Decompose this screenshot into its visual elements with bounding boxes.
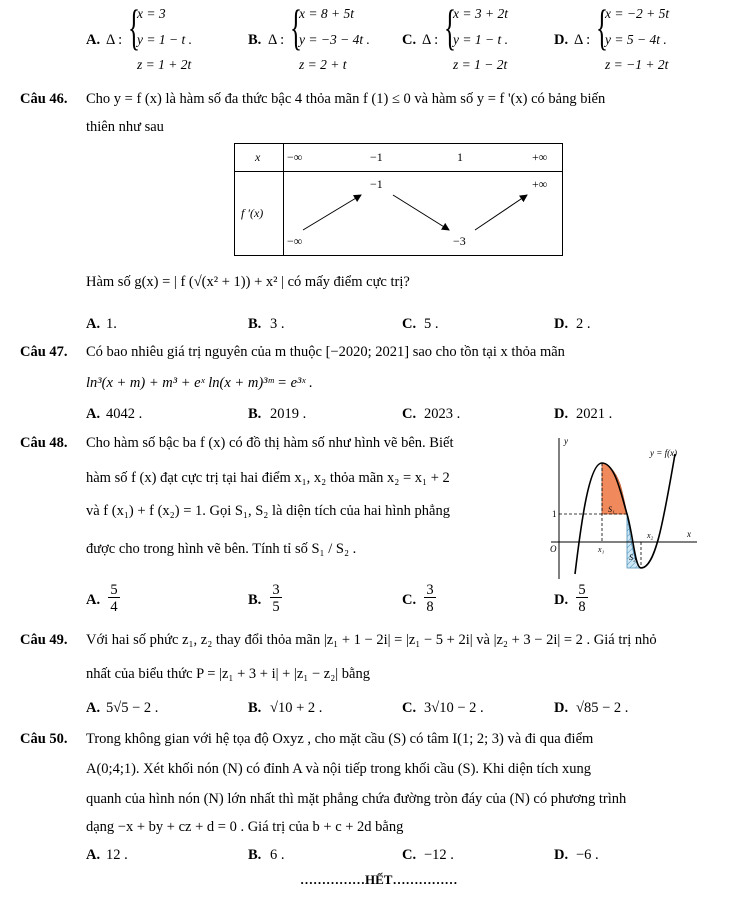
brace-icon: { bbox=[128, 0, 140, 55]
q48-option-a-label: A. bbox=[86, 592, 101, 608]
q50-option-c: −12 . bbox=[424, 847, 454, 863]
x-label: x bbox=[687, 529, 691, 539]
q45-option-d-prefix: Δ : bbox=[574, 32, 591, 48]
q46-number: Câu 46. bbox=[20, 91, 68, 107]
x1-label: x₁ bbox=[598, 545, 605, 554]
q47-line1: Có bao nhiêu giá trị nguyên của m thuộc [−2020; 2021] sao cho tồn tại x thỏa mãn bbox=[86, 344, 565, 360]
q45-option-b-prefix: Δ : bbox=[268, 32, 285, 48]
q50-option-b: 6 . bbox=[270, 847, 285, 863]
q45-option-a-prefix: Δ : bbox=[106, 32, 123, 48]
q47-option-a: 4042 . bbox=[106, 406, 143, 422]
q45-d-line3: z = −1 + 2t bbox=[605, 57, 669, 72]
arrow-down-icon bbox=[393, 195, 449, 230]
q45-option-b-label: B. bbox=[248, 32, 262, 48]
q47-option-c: 2023 . bbox=[424, 406, 461, 422]
q49-option-b: √10 + 2 . bbox=[270, 700, 323, 716]
q45-c-line2: y = 1 − t . bbox=[453, 32, 508, 47]
q45-b-line3: z = 2 + t bbox=[299, 57, 347, 72]
vt-f-value: −1 bbox=[370, 177, 383, 191]
q46-option-b: 3 . bbox=[270, 316, 285, 332]
q45-d-line1: x = −2 + 5t bbox=[605, 6, 670, 21]
y-label: y bbox=[564, 436, 568, 446]
q47-option-a-label: A. bbox=[86, 406, 101, 422]
q49-option-d-label: D. bbox=[554, 700, 569, 716]
q48-line4: được cho trong hình vẽ bên. Tính tỉ số S₁ / S₂ . bbox=[86, 541, 357, 557]
vt-x-value: 1 bbox=[457, 150, 463, 164]
q48-line3: và f (x₁) + f (x₂) = 1. Gọi S₁, S₂ là diện tích của hai hình phẳng bbox=[86, 503, 450, 519]
arrow-up-icon bbox=[303, 195, 361, 230]
q48-option-d-den: 8 bbox=[578, 599, 586, 615]
q48-option-a-den: 4 bbox=[110, 599, 118, 615]
brace-icon: { bbox=[444, 0, 456, 55]
q47-option-b-label: B. bbox=[248, 406, 262, 422]
origin-label: O bbox=[550, 544, 557, 554]
q50-option-a-label: A. bbox=[86, 847, 101, 863]
q48-option-b-label: B. bbox=[248, 592, 262, 608]
q49-option-a: 5√5 − 2 . bbox=[106, 700, 159, 716]
q48-option-d-label: D. bbox=[554, 592, 569, 608]
q46-option-c-label: C. bbox=[402, 316, 417, 332]
vt-x-value: +∞ bbox=[532, 150, 548, 164]
q46-option-a: 1. bbox=[106, 316, 117, 332]
q48-line1: Cho hàm số bậc ba f (x) có đồ thị hàm số như hình vẽ bên. Biết bbox=[86, 435, 454, 451]
vt-f-value: −3 bbox=[453, 234, 466, 248]
q45-option-a-label: A. bbox=[86, 32, 101, 48]
one-label: 1 bbox=[552, 509, 557, 519]
q45-a-line2: y = 1 − t . bbox=[137, 32, 192, 47]
curve-label: y = f(x) bbox=[650, 448, 678, 458]
q45-b-line1: x = 8 + 5t bbox=[299, 6, 354, 21]
q50-option-d-label: D. bbox=[554, 847, 569, 863]
q45-option-c-label: C. bbox=[402, 32, 417, 48]
q46-question: Hàm số g(x) = | f (√(x² + 1)) + x² | có mấy điểm cực trị? bbox=[86, 274, 410, 290]
q45-option-c-prefix: Δ : bbox=[422, 32, 439, 48]
cubic-graph bbox=[537, 434, 707, 584]
vt-f-value: +∞ bbox=[532, 177, 548, 191]
q49-option-a-label: A. bbox=[86, 700, 101, 716]
q49-line1: Với hai số phức z₁, z₂ thay đổi thỏa mãn |z₁ + 1 − 2i| = |z₁ − 5 + 2i| và |z₂ + 3 − 2i| = 2 . Giá trị nhỏ bbox=[86, 632, 657, 648]
q48-option-a-num: 5 bbox=[108, 583, 120, 598]
q46-line2: thiên như sau bbox=[86, 119, 164, 135]
q48-option-b-num: 3 bbox=[270, 583, 282, 598]
q48-option-c-num: 3 bbox=[424, 583, 436, 598]
q46-option-c: 5 . bbox=[424, 316, 439, 332]
q50-line4: dạng −x + by + cz + d = 0 . Giá trị của b + c + 2d bằng bbox=[86, 819, 404, 835]
q50-number: Câu 50. bbox=[20, 731, 68, 747]
q49-option-b-label: B. bbox=[248, 700, 262, 716]
q50-option-c-label: C. bbox=[402, 847, 417, 863]
q48-option-d-num: 5 bbox=[576, 583, 588, 598]
q47-option-c-label: C. bbox=[402, 406, 417, 422]
vt-f-value: −∞ bbox=[287, 234, 303, 248]
q46-option-b-label: B. bbox=[248, 316, 262, 332]
q47-option-d-label: D. bbox=[554, 406, 569, 422]
brace-icon: { bbox=[290, 0, 302, 55]
q50-line2: A(0;4;1). Xét khối nón (N) có đỉnh A và nội tiếp trong khối cầu (S). Khi diện tích xung bbox=[86, 761, 592, 777]
q49-line2: nhất của biểu thức P = |z₁ + 3 + i| + |z₁ − z₂| bằng bbox=[86, 666, 370, 682]
vt-x-label: x bbox=[255, 150, 261, 164]
q50-option-a: 12 . bbox=[106, 847, 128, 863]
vt-x-value: −1 bbox=[370, 150, 383, 164]
q45-c-line1: x = 3 + 2t bbox=[453, 6, 508, 21]
x2-label: x₂ bbox=[647, 531, 654, 540]
q50-option-b-label: B. bbox=[248, 847, 262, 863]
variation-arrows bbox=[235, 144, 562, 255]
vt-fp-label: f ′(x) bbox=[241, 206, 264, 220]
q46-line1: Cho y = f (x) là hàm số đa thức bậc 4 thỏa mãn f (1) ≤ 0 và hàm số y = f '(x) có bảng biến bbox=[86, 91, 606, 107]
q48-option-c-den: 8 bbox=[426, 599, 434, 615]
q47-option-b: 2019 . bbox=[270, 406, 307, 422]
q48-line2: hàm số f (x) đạt cực trị tại hai điểm x₁, x₂ thỏa mãn x₂ = x₁ + 2 bbox=[86, 470, 450, 486]
q45-a-line3: z = 1 + 2t bbox=[137, 57, 192, 72]
q50-option-d: −6 . bbox=[576, 847, 599, 863]
q45-option-d-label: D. bbox=[554, 32, 569, 48]
arrow-up-icon bbox=[475, 195, 527, 230]
s2-label: S₂ bbox=[629, 553, 636, 562]
q47-equation: ln³(x + m) + m³ + eˣ ln(x + m)³ᵐ = e³ˣ . bbox=[86, 375, 313, 391]
q46-option-d: 2 . bbox=[576, 316, 591, 332]
q50-line3: quanh của hình nón (N) lớn nhất thì mặt phẳng chứa đường tròn đáy của (N) có phương trình bbox=[86, 791, 627, 807]
s1-label: S₁ bbox=[608, 505, 615, 514]
q45-d-line2: y = 5 − 4t . bbox=[605, 32, 667, 47]
q50-line1: Trong không gian với hệ tọa độ Oxyz , cho mặt cầu (S) có tâm I(1; 2; 3) và đi qua điểm bbox=[86, 731, 594, 747]
q45-c-line3: z = 1 − 2t bbox=[453, 57, 508, 72]
q46-option-a-label: A. bbox=[86, 316, 101, 332]
q48-option-c-label: C. bbox=[402, 592, 417, 608]
q49-option-d: √85 − 2 . bbox=[576, 700, 629, 716]
q49-option-c-label: C. bbox=[402, 700, 417, 716]
q45-a-line1: x = 3 bbox=[137, 6, 166, 21]
q48-number: Câu 48. bbox=[20, 435, 68, 451]
brace-icon: { bbox=[596, 0, 608, 55]
q46-option-d-label: D. bbox=[554, 316, 569, 332]
q49-number: Câu 49. bbox=[20, 632, 68, 648]
q45-b-line2: y = −3 − 4t . bbox=[299, 32, 370, 47]
q49-option-c: 3√10 − 2 . bbox=[424, 700, 484, 716]
q47-option-d: 2021 . bbox=[576, 406, 613, 422]
footer-end: ……………HẾT…………… bbox=[300, 872, 458, 887]
q47-number: Câu 47. bbox=[20, 344, 68, 360]
vt-x-value: −∞ bbox=[287, 150, 303, 164]
variation-table bbox=[234, 143, 563, 256]
q48-option-b-den: 5 bbox=[272, 599, 280, 615]
